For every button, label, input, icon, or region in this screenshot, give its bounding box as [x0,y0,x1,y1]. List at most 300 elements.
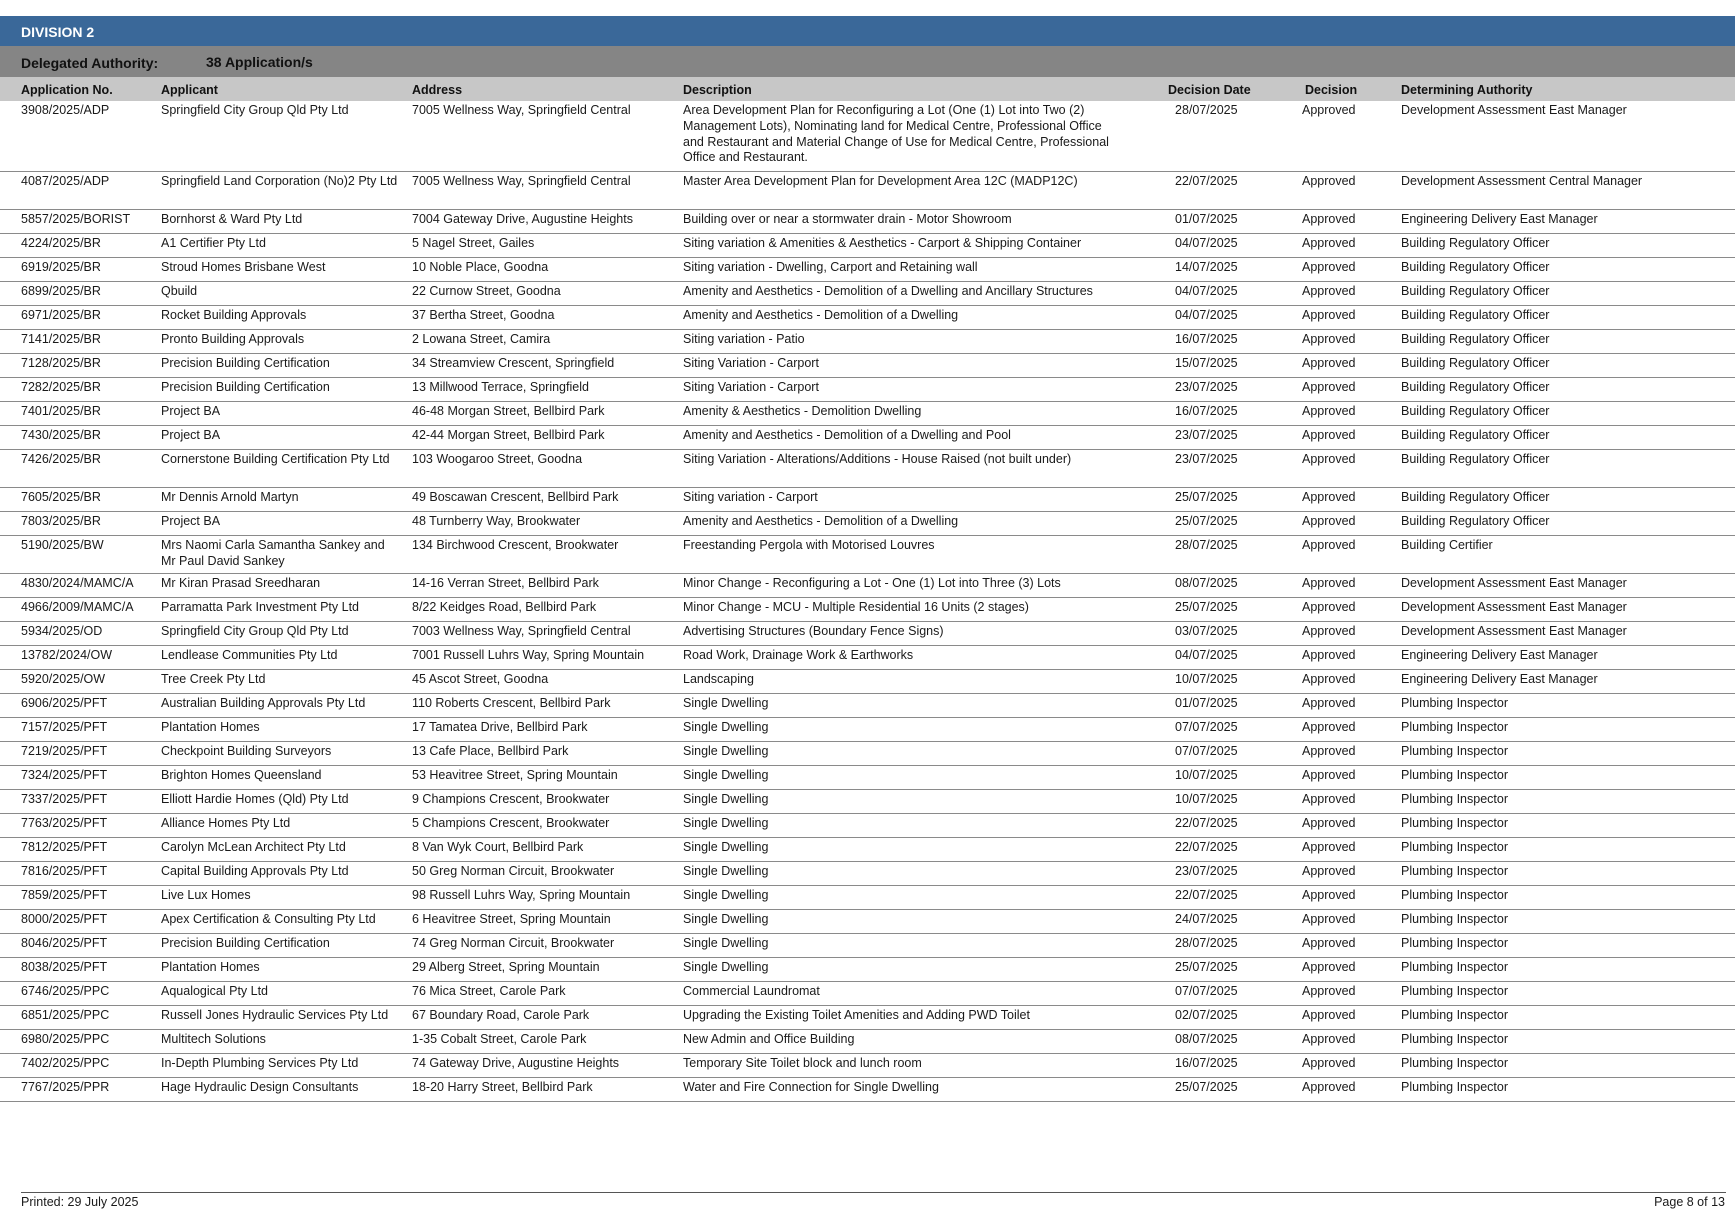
cell-authority: Plumbing Inspector [1401,792,1509,806]
application-count: 38 Application/s [206,54,313,70]
cell-description: Commercial Laundromat [683,984,820,998]
cell-applicant: Capital Building Approvals Pty Ltd [161,864,349,878]
cell-decision-date: 07/07/2025 [1175,720,1238,734]
cell-decision: Approved [1302,452,1356,466]
cell-description: Water and Fire Connection for Single Dwelling [683,1080,939,1094]
cell-decision: Approved [1302,428,1356,442]
column-header-authority: Determining Authority [1401,83,1533,97]
cell-app-no: 6899/2025/BR [21,284,101,298]
table-row [0,258,1735,282]
cell-app-no: 5190/2025/BW [21,538,104,552]
cell-decision: Approved [1302,1032,1356,1046]
cell-address: 14-16 Verran Street, Bellbird Park [412,576,599,590]
cell-applicant: Brighton Homes Queensland [161,768,322,782]
table-row [0,574,1735,598]
cell-description: Single Dwelling [683,936,769,950]
cell-applicant: Rocket Building Approvals [161,308,307,322]
cell-authority: Development Assessment East Manager [1401,103,1627,117]
cell-decision-date: 10/07/2025 [1175,768,1238,782]
cell-authority: Plumbing Inspector [1401,984,1509,998]
cell-address: 49 Boscawan Crescent, Bellbird Park [412,490,619,504]
cell-app-no: 6980/2025/PPC [21,1032,110,1046]
table-row [0,742,1735,766]
cell-address: 98 Russell Luhrs Way, Spring Mountain [412,888,631,902]
table-row [0,1006,1735,1030]
cell-decision-date: 08/07/2025 [1175,576,1238,590]
cell-app-no: 7859/2025/PFT [21,888,108,902]
cell-authority: Building Regulatory Officer [1401,452,1550,466]
cell-authority: Plumbing Inspector [1401,888,1509,902]
cell-authority: Development Assessment East Manager [1401,624,1627,638]
cell-address: 22 Curnow Street, Goodna [412,284,561,298]
cell-decision: Approved [1302,308,1356,322]
cell-description: Freestanding Pergola with Motorised Louvres [683,538,935,552]
cell-description: Single Dwelling [683,744,769,758]
cell-authority: Engineering Delivery East Manager [1401,648,1598,662]
column-header-applicant: Applicant [161,83,218,97]
cell-decision: Approved [1302,984,1356,998]
cell-address: 5 Champions Crescent, Brookwater [412,816,610,830]
table-row [0,718,1735,742]
cell-decision-date: 07/07/2025 [1175,984,1238,998]
delegated-authority-bar [0,46,1735,77]
cell-applicant: Qbuild [161,284,198,298]
cell-decision: Approved [1302,840,1356,854]
cell-decision-date: 25/07/2025 [1175,1080,1238,1094]
cell-app-no: 5934/2025/OD [21,624,103,638]
applications-table [0,101,1735,1102]
cell-description: New Admin and Office Building [683,1032,855,1046]
cell-applicant: Elliott Hardie Homes (Qld) Pty Ltd [161,792,349,806]
cell-app-no: 7812/2025/PFT [21,840,108,854]
cell-decision: Approved [1302,538,1356,552]
cell-applicant: Springfield City Group Qld Pty Ltd [161,103,349,117]
cell-decision: Approved [1302,103,1356,117]
cell-authority: Plumbing Inspector [1401,744,1509,758]
cell-authority: Plumbing Inspector [1401,960,1509,974]
cell-authority: Plumbing Inspector [1401,864,1509,878]
cell-address: 13 Millwood Terrace, Springfield [412,380,589,394]
cell-authority: Plumbing Inspector [1401,720,1509,734]
cell-authority: Building Regulatory Officer [1401,404,1550,418]
table-row [0,670,1735,694]
table-row [0,426,1735,450]
cell-authority: Building Regulatory Officer [1401,236,1550,250]
cell-description: Single Dwelling [683,888,769,902]
cell-decision-date: 16/07/2025 [1175,332,1238,346]
cell-authority: Plumbing Inspector [1401,1056,1509,1070]
cell-applicant: A1 Certifier Pty Ltd [161,236,266,250]
table-row [0,330,1735,354]
cell-description: Upgrading the Existing Toilet Amenities and Adding PWD Toilet [683,1008,1030,1022]
table-row [0,1078,1735,1102]
cell-decision-date: 16/07/2025 [1175,1056,1238,1070]
cell-authority: Building Regulatory Officer [1401,490,1550,504]
cell-applicant: Project BA [161,514,221,528]
cell-decision: Approved [1302,696,1356,710]
cell-description: Building over or near a stormwater drain - Motor Showroom [683,212,1012,226]
cell-app-no: 7605/2025/BR [21,490,101,504]
cell-decision: Approved [1302,912,1356,926]
cell-decision-date: 10/07/2025 [1175,672,1238,686]
cell-applicant: Springfield Land Corporation (No)2 Pty Ltd [161,174,398,188]
cell-description: Siting Variation - Alterations/Additions - House Raised (not built under) [683,452,1072,466]
cell-decision-date: 22/07/2025 [1175,888,1238,902]
cell-applicant: Checkpoint Building Surveyors [161,744,332,758]
cell-app-no: 7430/2025/BR [21,428,101,442]
cell-authority: Building Regulatory Officer [1401,260,1550,274]
cell-authority: Building Regulatory Officer [1401,284,1550,298]
cell-authority: Building Regulatory Officer [1401,380,1550,394]
table-row [0,512,1735,536]
cell-description: Single Dwelling [683,720,769,734]
cell-decision-date: 23/07/2025 [1175,864,1238,878]
cell-app-no: 8000/2025/PFT [21,912,108,926]
cell-authority: Building Regulatory Officer [1401,428,1550,442]
column-header-address: Address [412,83,463,97]
cell-authority: Plumbing Inspector [1401,816,1509,830]
cell-description: Siting variation - Carport [683,490,818,504]
cell-decision-date: 22/07/2025 [1175,174,1238,188]
cell-app-no: 6919/2025/BR [21,260,101,274]
cell-app-no: 7128/2025/BR [21,356,101,370]
cell-app-no: 7803/2025/BR [21,514,101,528]
cell-app-no: 7402/2025/PPC [21,1056,110,1070]
cell-authority: Engineering Delivery East Manager [1401,212,1598,226]
cell-decision-date: 03/07/2025 [1175,624,1238,638]
cell-applicant: Multitech Solutions [161,1032,266,1046]
cell-authority: Plumbing Inspector [1401,1080,1509,1094]
cell-decision: Approved [1302,1080,1356,1094]
cell-address: 1-35 Cobalt Street, Carole Park [412,1032,587,1046]
table-row [0,172,1735,210]
table-row [0,378,1735,402]
cell-applicant: Alliance Homes Pty Ltd [161,816,291,830]
cell-applicant: Mrs Naomi Carla Samantha Sankey and Mr Paul David Sankey [161,538,385,568]
cell-decision-date: 01/07/2025 [1175,696,1238,710]
cell-decision: Approved [1302,490,1356,504]
cell-address: 7001 Russell Luhrs Way, Spring Mountain [412,648,645,662]
cell-decision: Approved [1302,576,1356,590]
cell-decision-date: 22/07/2025 [1175,816,1238,830]
cell-app-no: 7282/2025/BR [21,380,101,394]
cell-applicant: Bornhorst & Ward Pty Ltd [161,212,303,226]
cell-app-no: 4966/2009/MAMC/A [21,600,134,614]
cell-app-no: 7337/2025/PFT [21,792,108,806]
cell-description: Siting variation & Amenities & Aesthetics - Carport & Shipping Container [683,236,1082,250]
cell-address: 45 Ascot Street, Goodna [412,672,549,686]
cell-decision-date: 04/07/2025 [1175,284,1238,298]
cell-app-no: 5920/2025/OW [21,672,106,686]
cell-address: 53 Heavitree Street, Spring Mountain [412,768,618,782]
cell-decision-date: 28/07/2025 [1175,936,1238,950]
cell-app-no: 13782/2024/OW [21,648,113,662]
table-row [0,234,1735,258]
cell-decision: Approved [1302,514,1356,528]
cell-address: 2 Lowana Street, Camira [412,332,551,346]
cell-decision-date: 08/07/2025 [1175,1032,1238,1046]
cell-decision: Approved [1302,936,1356,950]
cell-description: Siting variation - Dwelling, Carport and Retaining wall [683,260,978,274]
cell-decision-date: 25/07/2025 [1175,490,1238,504]
cell-address: 18-20 Harry Street, Bellbird Park [412,1080,593,1094]
cell-decision: Approved [1302,284,1356,298]
table-row [0,598,1735,622]
cell-decision: Approved [1302,1008,1356,1022]
cell-authority: Building Regulatory Officer [1401,356,1550,370]
cell-decision: Approved [1302,212,1356,226]
footer-divider [21,1192,1726,1193]
cell-applicant: Cornerstone Building Certification Pty Ltd [161,452,390,466]
cell-authority: Building Regulatory Officer [1401,332,1550,346]
cell-address: 67 Boundary Road, Carole Park [412,1008,590,1022]
table-row [0,910,1735,934]
table-row [0,450,1735,488]
cell-description: Amenity and Aesthetics - Demolition of a Dwelling [683,308,959,322]
table-row [0,838,1735,862]
cell-decision: Approved [1302,174,1356,188]
cell-description: Siting Variation - Carport [683,356,819,370]
table-row [0,958,1735,982]
cell-app-no: 7401/2025/BR [21,404,101,418]
cell-address: 9 Champions Crescent, Brookwater [412,792,610,806]
cell-description: Temporary Site Toilet block and lunch room [683,1056,922,1070]
cell-authority: Plumbing Inspector [1401,696,1509,710]
cell-address: 76 Mica Street, Carole Park [412,984,566,998]
cell-app-no: 8038/2025/PFT [21,960,108,974]
cell-decision: Approved [1302,792,1356,806]
cell-decision-date: 25/07/2025 [1175,960,1238,974]
delegated-authority-label: Delegated Authority: [21,55,159,71]
column-header-app-no: Application No. [21,83,113,97]
cell-applicant: Mr Dennis Arnold Martyn [161,490,299,504]
cell-decision-date: 25/07/2025 [1175,600,1238,614]
cell-authority: Building Regulatory Officer [1401,514,1550,528]
table-row [0,790,1735,814]
cell-decision: Approved [1302,380,1356,394]
cell-authority: Development Assessment Central Manager [1401,174,1643,188]
cell-applicant: Carolyn McLean Architect Pty Ltd [161,840,346,854]
cell-address: 7003 Wellness Way, Springfield Central [412,624,631,638]
cell-app-no: 4087/2025/ADP [21,174,110,188]
cell-app-no: 4224/2025/BR [21,236,101,250]
column-header-decision-date: Decision Date [1168,83,1251,97]
cell-description: Single Dwelling [683,960,769,974]
column-header-decision: Decision [1305,83,1358,97]
cell-authority: Plumbing Inspector [1401,840,1509,854]
table-row [0,982,1735,1006]
page-number: Page 8 of 13 [1654,1195,1725,1209]
cell-authority: Building Certifier [1401,538,1493,552]
cell-address: 74 Greg Norman Circuit, Brookwater [412,936,615,950]
cell-applicant: Apex Certification & Consulting Pty Ltd [161,912,376,926]
cell-authority: Plumbing Inspector [1401,768,1509,782]
cell-app-no: 6746/2025/PPC [21,984,110,998]
cell-decision: Approved [1302,600,1356,614]
cell-applicant: Aqualogical Pty Ltd [161,984,269,998]
cell-decision: Approved [1302,888,1356,902]
cell-applicant: Russell Jones Hydraulic Services Pty Ltd [161,1008,389,1022]
cell-app-no: 5857/2025/BORIST [21,212,131,226]
cell-description: Single Dwelling [683,864,769,878]
cell-authority: Development Assessment East Manager [1401,600,1627,614]
table-row [0,210,1735,234]
table-row [0,1054,1735,1078]
table-row [0,814,1735,838]
cell-decision-date: 01/07/2025 [1175,212,1238,226]
cell-authority: Plumbing Inspector [1401,1032,1509,1046]
cell-applicant: Australian Building Approvals Pty Ltd [161,696,366,710]
cell-address: 17 Tamatea Drive, Bellbird Park [412,720,588,734]
cell-decision-date: 23/07/2025 [1175,452,1238,466]
cell-description: Single Dwelling [683,768,769,782]
cell-applicant: Precision Building Certification [161,380,330,394]
cell-applicant: Tree Creek Pty Ltd [161,672,266,686]
cell-app-no: 4830/2024/MAMC/A [21,576,134,590]
cell-description: Amenity and Aesthetics - Demolition of a Dwelling and Ancillary Structures [683,284,1093,298]
table-row [0,934,1735,958]
cell-app-no: 8046/2025/PFT [21,936,108,950]
table-row [0,622,1735,646]
cell-applicant: Precision Building Certification [161,936,330,950]
cell-address: 110 Roberts Crescent, Bellbird Park [412,696,611,710]
cell-app-no: 6851/2025/PPC [21,1008,110,1022]
cell-decision-date: 10/07/2025 [1175,792,1238,806]
cell-address: 8 Van Wyk Court, Bellbird Park [412,840,584,854]
table-row [0,886,1735,910]
cell-decision: Approved [1302,672,1356,686]
cell-applicant: Pronto Building Approvals [161,332,305,346]
cell-description: Single Dwelling [683,816,769,830]
cell-decision: Approved [1302,404,1356,418]
cell-description: Minor Change - Reconfiguring a Lot - One (1) Lot into Three (3) Lots [683,576,1061,590]
cell-applicant: Springfield City Group Qld Pty Ltd [161,624,349,638]
cell-description: Advertising Structures (Boundary Fence Signs) [683,624,944,638]
cell-address: 7004 Gateway Drive, Augustine Heights [412,212,633,226]
cell-app-no: 7141/2025/BR [21,332,101,346]
cell-decision-date: 04/07/2025 [1175,308,1238,322]
cell-decision: Approved [1302,864,1356,878]
cell-description: Area Development Plan for Reconfiguring a Lot (One (1) Lot into Two (2) Management Lots), Nominating land for Medical Centre, Professional Office and Restaurant and Material Change of Use for Medical Centre, Professional Office and Restaurant. [683,103,1109,165]
cell-description: Amenity and Aesthetics - Demolition of a Dwelling [683,514,959,528]
cell-decision: Approved [1302,260,1356,274]
cell-authority: Plumbing Inspector [1401,1008,1509,1022]
cell-address: 37 Bertha Street, Goodna [412,308,555,322]
cell-decision: Approved [1302,960,1356,974]
table-row [0,282,1735,306]
cell-address: 6 Heavitree Street, Spring Mountain [412,912,611,926]
cell-description: Road Work, Drainage Work & Earthworks [683,648,914,662]
cell-applicant: Mr Kiran Prasad Sreedharan [161,576,321,590]
cell-decision: Approved [1302,648,1356,662]
cell-address: 74 Gateway Drive, Augustine Heights [412,1056,620,1070]
cell-applicant: Parramatta Park Investment Pty Ltd [161,600,359,614]
cell-decision-date: 23/07/2025 [1175,380,1238,394]
table-header [0,77,1735,101]
cell-decision: Approved [1302,720,1356,734]
cell-decision: Approved [1302,624,1356,638]
cell-decision-date: 04/07/2025 [1175,648,1238,662]
cell-address: 34 Streamview Crescent, Springfield [412,356,615,370]
cell-description: Minor Change - MCU - Multiple Residential 16 Units (2 stages) [683,600,1029,614]
cell-app-no: 3908/2025/ADP [21,103,110,117]
cell-description: Amenity and Aesthetics - Demolition of a Dwelling and Pool [683,428,1011,442]
table-row [0,402,1735,426]
division-title: DIVISION 2 [0,16,1735,46]
cell-applicant: Project BA [161,428,221,442]
cell-decision: Approved [1302,236,1356,250]
table-row [0,694,1735,718]
cell-description: Single Dwelling [683,792,769,806]
cell-decision: Approved [1302,1056,1356,1070]
table-row [0,488,1735,512]
cell-applicant: Stroud Homes Brisbane West [161,260,326,274]
cell-decision-date: 16/07/2025 [1175,404,1238,418]
cell-address: 13 Cafe Place, Bellbird Park [412,744,569,758]
cell-applicant: Plantation Homes [161,960,260,974]
cell-decision: Approved [1302,768,1356,782]
cell-address: 48 Turnberry Way, Brookwater [412,514,581,528]
cell-decision: Approved [1302,816,1356,830]
cell-app-no: 7767/2025/PPR [21,1080,110,1094]
table-row [0,101,1735,172]
cell-description: Single Dwelling [683,696,769,710]
cell-app-no: 6971/2025/BR [21,308,101,322]
cell-app-no: 7157/2025/PFT [21,720,108,734]
cell-decision-date: 14/07/2025 [1175,260,1238,274]
cell-applicant: Plantation Homes [161,720,260,734]
cell-address: 10 Noble Place, Goodna [412,260,549,274]
cell-description: Single Dwelling [683,912,769,926]
cell-authority: Building Regulatory Officer [1401,308,1550,322]
column-header-description: Description [683,83,752,97]
cell-applicant: Precision Building Certification [161,356,330,370]
cell-app-no: 7426/2025/BR [21,452,101,466]
cell-app-no: 7324/2025/PFT [21,768,108,782]
cell-address: 103 Woogaroo Street, Goodna [412,452,583,466]
cell-address: 5 Nagel Street, Gailes [412,236,535,250]
cell-description: Siting Variation - Carport [683,380,819,394]
table-row [0,536,1735,574]
cell-decision-date: 07/07/2025 [1175,744,1238,758]
cell-decision: Approved [1302,356,1356,370]
cell-decision-date: 25/07/2025 [1175,514,1238,528]
table-row [0,354,1735,378]
cell-decision-date: 04/07/2025 [1175,236,1238,250]
cell-description: Amenity & Aesthetics - Demolition Dwelling [683,404,922,418]
cell-app-no: 7816/2025/PFT [21,864,108,878]
printed-date: Printed: 29 July 2025 [21,1195,139,1209]
cell-decision-date: 22/07/2025 [1175,840,1238,854]
cell-description: Single Dwelling [683,840,769,854]
table-row [0,766,1735,790]
cell-address: 50 Greg Norman Circuit, Brookwater [412,864,615,878]
cell-decision: Approved [1302,332,1356,346]
cell-decision-date: 28/07/2025 [1175,538,1238,552]
cell-decision-date: 28/07/2025 [1175,103,1238,117]
cell-decision-date: 02/07/2025 [1175,1008,1238,1022]
cell-description: Master Area Development Plan for Development Area 12C (MADP12C) [683,174,1078,188]
cell-description: Landscaping [683,672,754,686]
cell-description: Siting variation - Patio [683,332,805,346]
cell-decision: Approved [1302,744,1356,758]
table-row [0,1030,1735,1054]
table-row [0,306,1735,330]
cell-authority: Development Assessment East Manager [1401,576,1627,590]
table-row [0,646,1735,670]
cell-applicant: Hage Hydraulic Design Consultants [161,1080,359,1094]
cell-decision-date: 24/07/2025 [1175,912,1238,926]
